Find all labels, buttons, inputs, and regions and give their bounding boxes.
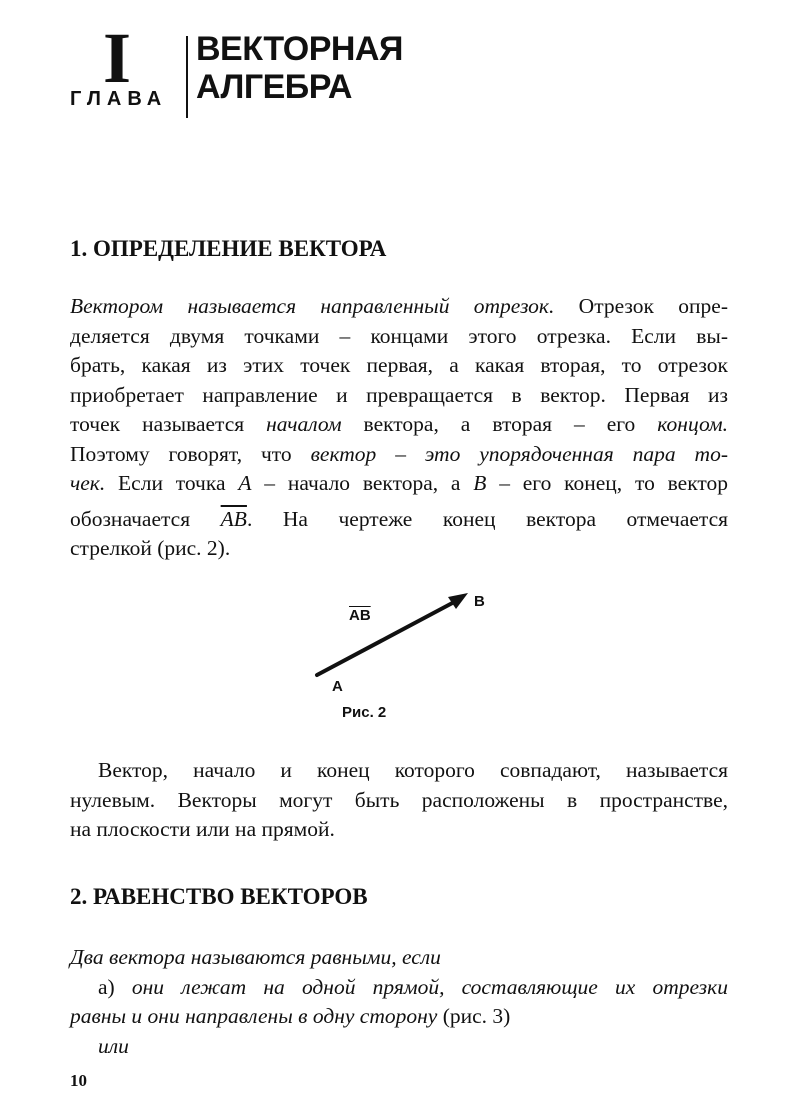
text-line: деляется двумя точками – концами этого отрезка. Если вы- (70, 323, 728, 348)
text-line: Два вектора называются равными, если (70, 945, 441, 969)
vector-ab-notation: $\overline{AB}$ (220, 506, 247, 531)
term-italic: они лежат на одной прямой, составляющие их отрезки (131, 974, 728, 999)
text-line: стрелкой (рис. 2). (70, 536, 231, 560)
vector-arrow-diagram (300, 585, 500, 685)
text-span: Поэтому говорят, что (70, 441, 311, 466)
text-line: нулевым. Векторы могут быть расположены в пространстве, (70, 787, 728, 812)
text-span: а) (98, 974, 132, 999)
text-span: Отрезок опре- (554, 294, 728, 318)
figure-2 (300, 585, 500, 725)
chapter-divider (186, 36, 188, 118)
text-line: или (98, 1033, 129, 1058)
paragraph-equality (70, 943, 728, 1061)
text-line (70, 440, 728, 470)
text-span: точек называется (70, 412, 267, 436)
section-1-title: 1. ОПРЕДЕЛЕНИЕ ВЕКТОРА (70, 236, 387, 261)
point-b: B (473, 471, 487, 495)
term-italic: вектор – это упорядоченная пара то- (310, 441, 728, 466)
text-span: . На чертеже конец вектора отмечается (246, 506, 728, 531)
term-italic: равны и они направлены в одну сторону (70, 1004, 438, 1028)
text-line (70, 505, 728, 535)
arrow-head-icon (448, 593, 468, 609)
chapter-number: I (103, 18, 132, 98)
vector-line (317, 600, 458, 675)
text-line (70, 292, 728, 322)
text-line: Вектор, начало и конец которого совпадают, называется (98, 758, 728, 782)
text-span: обозначается (70, 506, 221, 531)
text-line: брать, какая из этих точек первая, а какая вторая, то отрезок (70, 353, 728, 377)
chapter-title-line: ВЕКТОРНАЯ (196, 30, 403, 68)
text-line (70, 973, 728, 1003)
figure-label-b: B (474, 593, 485, 610)
chapter-word: ГЛАВА (70, 88, 168, 110)
term-italic: началом (266, 412, 342, 436)
point-a: A (238, 471, 252, 495)
page-number: 10 (70, 1071, 87, 1090)
figure-caption: Рис. 2 (342, 704, 387, 721)
chapter-title (196, 30, 403, 106)
term-italic: концом. (657, 412, 728, 436)
figure-label-ab: $\overline{AB}$ (349, 607, 371, 624)
text-span: вектора, а вторая – его (341, 412, 658, 436)
chapter-title-line: АЛГЕБРА (196, 68, 352, 106)
text-span: Если точка (105, 471, 239, 495)
definition-italic: Вектором называется направленный отрезок. (70, 294, 555, 318)
section-2-title: 2. РАВЕНСТВО ВЕКТОРОВ (70, 884, 368, 909)
text-line (70, 1002, 728, 1032)
text-span: – начало вектора, а (251, 471, 474, 495)
text-span: – его конец, то вектор (486, 471, 728, 495)
text-line: приобретает направление и превращается в вектор. Первая из (70, 382, 728, 407)
text-line (70, 410, 728, 440)
paragraph-definition (70, 292, 728, 564)
figure-label-a: A (332, 678, 343, 695)
term-italic: чек. (70, 471, 106, 495)
text-line (70, 469, 728, 499)
text-line: на плоскости или на прямой. (70, 817, 335, 841)
paragraph-null-vector (70, 756, 728, 845)
text-span: (рис. 3) (437, 1004, 511, 1028)
